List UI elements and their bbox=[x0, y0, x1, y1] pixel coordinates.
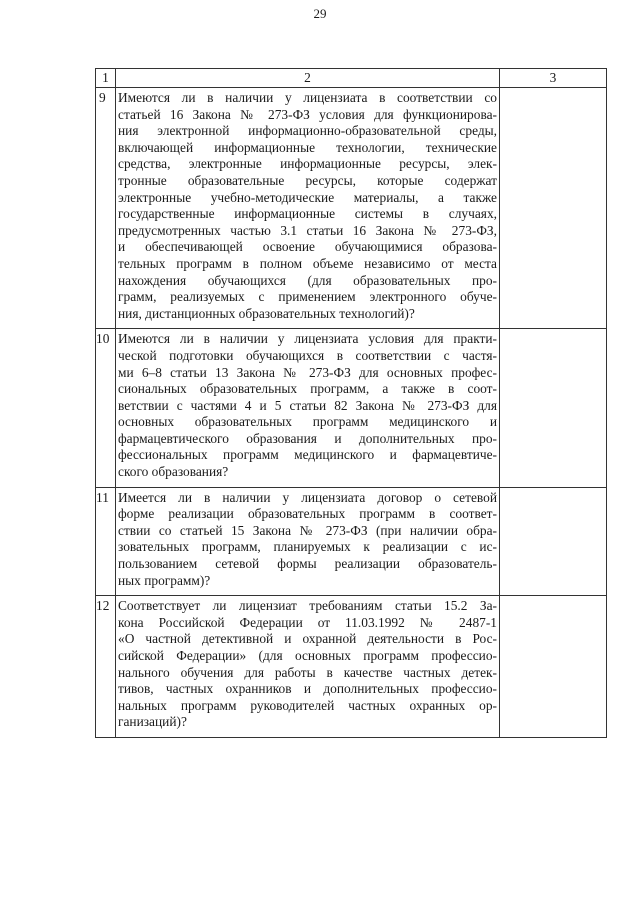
text-line: фармацевтического образования и дополнительных про- bbox=[118, 430, 497, 446]
text-line: сиональных образовательных программ, а также в соот- bbox=[118, 381, 497, 397]
answer-cell bbox=[500, 88, 607, 329]
text-line: ных программ)? bbox=[118, 572, 211, 588]
row-number: 12 bbox=[96, 596, 116, 738]
text-line: основных образовательных программ медицинского и bbox=[118, 414, 497, 430]
table-row bbox=[96, 329, 607, 487]
requirement-text bbox=[116, 329, 500, 487]
text-line: ствии со статьей 15 Закона № 273-ФЗ (при наличии обра- bbox=[118, 522, 497, 538]
text-line: сийской Федерации» (для основных программ профессио- bbox=[118, 648, 497, 663]
requirement-text bbox=[116, 88, 500, 329]
row-number: 10 bbox=[96, 329, 116, 487]
text-line: тельных программ в полном объеме независимо от места bbox=[118, 255, 497, 271]
text-line: Имеются ли в наличии у лицензиата условия для практи- bbox=[118, 331, 497, 347]
table-row bbox=[96, 596, 607, 738]
text-line: кона Российской Федерации от 11.03.1992 № 2487-1 bbox=[118, 614, 497, 630]
text-line: «О частной детективной и охранной деятельности в Рос- bbox=[118, 631, 497, 647]
row-number: 11 bbox=[96, 487, 116, 596]
requirement-text bbox=[116, 487, 500, 596]
table-header-row bbox=[96, 69, 607, 88]
text-line: нахождения обучающихся (для образовательных про- bbox=[118, 272, 497, 288]
text-line: электронные учебно-методические материалы, а также bbox=[118, 189, 497, 205]
page-number: 29 bbox=[313, 6, 327, 21]
text-line: грамм, реализуемых с применением электронного обуче- bbox=[118, 289, 497, 305]
text-line: нальных программ руководителей частных охранных ор- bbox=[118, 697, 497, 713]
requirements-table bbox=[95, 68, 607, 738]
text-line: форме реализации образовательных программ в соответ- bbox=[118, 506, 497, 522]
text-line: Соответствует ли лицензиат требованиям статьи 15.2 За- bbox=[118, 598, 497, 614]
header-col-2: 2 bbox=[116, 69, 500, 88]
table-row bbox=[96, 487, 607, 596]
text-line: Имеются ли в наличии у лицензиата в соответствии со bbox=[118, 90, 497, 105]
text-line: ганизаций)? bbox=[118, 714, 187, 730]
text-line: ского образования? bbox=[118, 464, 229, 480]
text-line: статьей 16 Закона № 273-ФЗ условия для функционирова- bbox=[118, 106, 497, 122]
text-line: зовательных программ, планируемых к реализации с ис- bbox=[118, 539, 497, 555]
text-line: ветствии с частями 4 и 5 статьи 82 Закона № 273-ФЗ для bbox=[118, 397, 497, 413]
text-line: нального обучения для работы в качестве частных детек- bbox=[118, 664, 497, 680]
answer-cell bbox=[500, 596, 607, 738]
text-line: тронные образовательные ресурсы, которые содержат bbox=[118, 172, 497, 188]
header-col-1: 1 bbox=[96, 69, 116, 88]
text-line: средства, электронные информационные ресурсы, элек- bbox=[118, 156, 497, 172]
text-line: фессиональных программ медицинского и фармацевтиче- bbox=[118, 447, 497, 463]
text-line: ческой подготовки обучающихся в соответствии с частя- bbox=[118, 347, 497, 363]
requirement-text bbox=[116, 596, 500, 738]
text-line: ми 6–8 статьи 13 Закона № 273-ФЗ для основных профес- bbox=[118, 364, 497, 380]
text-line: включающей информационные технологии, технические bbox=[118, 139, 497, 155]
table-row bbox=[96, 88, 607, 329]
text-line: государственные информационные системы в случаях, bbox=[118, 206, 497, 222]
text-line: Имеется ли в наличии у лицензиата договор о сетевой bbox=[118, 489, 497, 505]
answer-cell bbox=[500, 487, 607, 596]
text-line: пользованием сетевой формы реализации образователь- bbox=[118, 556, 497, 572]
text-line: и обеспечивающей освоение обучающимися образова- bbox=[118, 239, 497, 255]
header-col-3: 3 bbox=[500, 69, 607, 88]
row-number: 9 bbox=[96, 88, 116, 329]
text-line: тивов, частных охранников и дополнительных профессио- bbox=[118, 681, 497, 697]
text-line: предусмотренных частью 3.1 статьи 16 Закона № 273-ФЗ, bbox=[118, 222, 497, 238]
text-line: ния, дистанционных образовательных технологий)? bbox=[118, 305, 415, 321]
answer-cell bbox=[500, 329, 607, 487]
text-line: ния электронной информационно-образовательной среды, bbox=[118, 123, 497, 139]
